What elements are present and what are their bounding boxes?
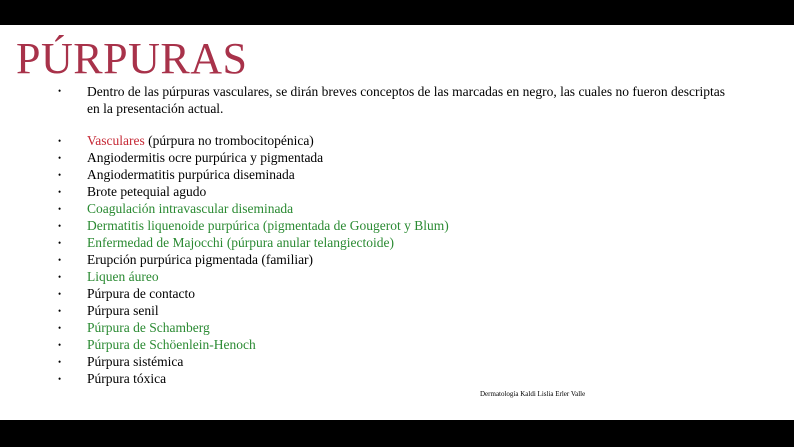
item-term: Angiodermatitis purpúrica diseminada bbox=[87, 167, 295, 182]
bullet: • bbox=[58, 374, 62, 384]
item-term: Angiodermitis ocre purpúrica y pigmentada bbox=[87, 150, 324, 165]
list-item bbox=[58, 252, 449, 269]
item-term: Púrpura de Schöenlein-Henoch bbox=[87, 337, 256, 352]
item-term: Coagulación intravascular diseminada bbox=[87, 201, 294, 216]
list-item bbox=[58, 354, 449, 371]
intro-paragraph bbox=[58, 83, 730, 117]
item-term: Púrpura de contacto bbox=[87, 286, 195, 301]
purpura-list bbox=[58, 133, 449, 388]
list-item bbox=[58, 303, 449, 320]
bullet: • bbox=[58, 153, 62, 163]
slide-title: PÚRPURAS bbox=[16, 34, 248, 83]
list-item bbox=[58, 201, 449, 218]
intro-text: Dentro de las púrpuras vasculares, se dirán breves conceptos de las marcadas en negro, las cuales no fueron descriptas en la presentación actual. bbox=[87, 84, 726, 116]
bullet: • bbox=[58, 86, 62, 96]
item-term: Púrpura senil bbox=[87, 303, 159, 318]
list-item bbox=[58, 371, 449, 388]
list-item bbox=[58, 184, 449, 201]
list-item bbox=[58, 320, 449, 337]
item-note: (pigmentada de Gougerot y Blum) bbox=[259, 218, 449, 233]
list-item bbox=[58, 269, 449, 286]
bullet: • bbox=[58, 187, 62, 197]
list-item bbox=[58, 218, 449, 235]
bullet: • bbox=[58, 136, 62, 146]
item-term: Dermatitis liquenoide purpúrica bbox=[87, 218, 260, 233]
item-term: Enfermedad de Majocchi bbox=[87, 235, 224, 250]
bullet: • bbox=[58, 221, 62, 231]
list-item bbox=[58, 286, 449, 303]
bullet: • bbox=[58, 340, 62, 350]
slide bbox=[0, 25, 794, 420]
item-term: Púrpura de Schamberg bbox=[87, 320, 210, 335]
item-term: Púrpura sistémica bbox=[87, 354, 184, 369]
credit-text: Dermatología Kaldi Lislia Erler Valle bbox=[480, 390, 586, 398]
item-term: Erupción purpúrica pigmentada bbox=[87, 252, 258, 267]
list-item bbox=[58, 337, 449, 354]
item-term: Liquen áureo bbox=[87, 269, 159, 284]
item-note: (púrpura anular telangiectoide) bbox=[223, 235, 394, 250]
bullet: • bbox=[58, 323, 62, 333]
list-item bbox=[58, 150, 449, 167]
bullet: • bbox=[58, 357, 62, 367]
list-item bbox=[58, 167, 449, 184]
list-item bbox=[58, 235, 449, 252]
bullet: • bbox=[58, 289, 62, 299]
list-item bbox=[58, 133, 449, 150]
item-term: Brote petequial agudo bbox=[87, 184, 207, 199]
bullet: • bbox=[58, 170, 62, 180]
bullet: • bbox=[58, 238, 62, 248]
bullet: • bbox=[58, 306, 62, 316]
item-note: (familiar) bbox=[257, 252, 314, 267]
bullet: • bbox=[58, 255, 62, 265]
item-term: Vasculares bbox=[87, 133, 145, 148]
bullet: • bbox=[58, 204, 62, 214]
bullet: • bbox=[58, 272, 62, 282]
item-note: (púrpura no trombocitopénica) bbox=[144, 133, 314, 148]
item-term: Púrpura tóxica bbox=[87, 371, 167, 386]
